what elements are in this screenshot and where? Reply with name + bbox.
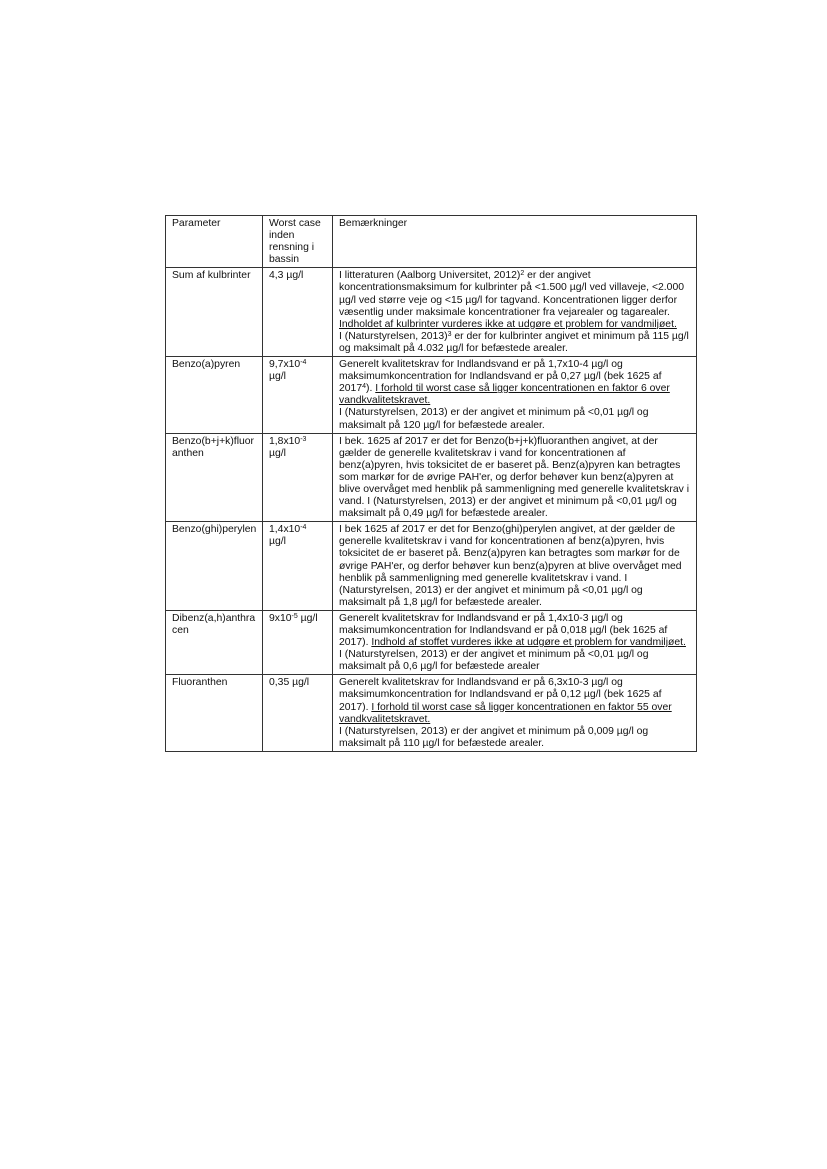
worst-value: 9x10 bbox=[269, 612, 292, 624]
remark-underlined: Indhold af stoffet vurderes ikke at udgøre et problem for vandmiljøet. bbox=[371, 637, 686, 649]
header-remarks: Bemærkninger bbox=[333, 216, 697, 268]
exponent: -5 bbox=[291, 612, 298, 620]
parameter-cell: Fluoranthen bbox=[166, 675, 263, 752]
worst-value: 1,4x10 bbox=[269, 524, 301, 536]
remark-underlined: Indholdet af kulbrinter vurderes ikke at udgøre et problem for vandmiljøet. bbox=[339, 318, 677, 330]
remarks-cell bbox=[333, 610, 697, 674]
remarks-cell bbox=[333, 675, 697, 752]
remark-text: Generelt kvalitetskrav for Indlandsvand er på 6,3x10-3 µg/l og maksimumkoncentration for Indlandsvand er på 0,12 µg/l (bek 1625 af 2017). bbox=[339, 677, 662, 713]
table-row bbox=[166, 522, 697, 611]
table-row bbox=[166, 610, 697, 674]
remarks-cell bbox=[333, 357, 697, 434]
table-row bbox=[166, 675, 697, 752]
remark-text: er der for kulbrinter angivet et minimum på 115 µg/l og maksimalt på 4.032 µg/l for befæstede arealer. bbox=[339, 330, 689, 354]
exponent: -4 bbox=[300, 524, 307, 532]
remarks-cell bbox=[333, 268, 697, 357]
footnote-ref: 3 bbox=[447, 330, 452, 338]
remarks-cell: I bek. 1625 af 2017 er det for Benzo(b+j+k)fluoranthen angivet, at der gælder de generelle kvalitetskrav i vand for koncentrationen af benz(a)pyren, hvis toksicitet de er baseret på. Benz(a)pyren kan betragtes som markør for de øvrige PAH'er, og derfor behøver kun benz(a)pyren at blive overvåget med henblik på sammenligning med generelle kvalitetskrav i vand. I (Naturstyrelsen, 2013) er der angivet et minimum på <0,01 µg/l og maksimalt på 0,49 µg/l for befæstede arealer. bbox=[333, 433, 697, 522]
footnote-ref: 4 bbox=[362, 383, 367, 391]
remark-text: I (Naturstyrelsen, 2013) er der angivet et minimum på <0,01 µg/l og maksimalt på 0,6 µg/l for befæstede arealer bbox=[339, 649, 649, 673]
worst-case-cell bbox=[263, 610, 333, 674]
worst-unit: µg/l bbox=[269, 447, 286, 459]
exponent: -3 bbox=[300, 435, 307, 443]
worst-case-cell: 4,3 µg/l bbox=[263, 268, 333, 357]
remark-text: I litteraturen (Aalborg Universitet, 2012) bbox=[339, 270, 521, 282]
parameter-cell: Benzo(b+j+k)fluoranthen bbox=[166, 433, 263, 522]
worst-case-cell bbox=[263, 522, 333, 611]
worst-case-cell bbox=[263, 433, 333, 522]
worst-value: 1,8x10 bbox=[269, 435, 301, 447]
worst-value: 9,7x10 bbox=[269, 359, 301, 371]
remark-text: ). bbox=[366, 383, 376, 395]
table-row bbox=[166, 433, 697, 522]
footnote-ref: 2 bbox=[520, 270, 525, 278]
remark-underlined: I forhold til worst case så ligger koncentrationen en faktor 55 over vandkvalitetskravet. bbox=[339, 701, 672, 725]
remarks-cell: I bek 1625 af 2017 er det for Benzo(ghi)perylen angivet, at der gælder de generelle kvalitetskrav i vand for koncentrationen af benz(a)pyren, hvis toksicitet de er baseret på. Benz(a)pyren kan betragtes som markør for de øvrige PAH'er, og derfor behøver kun benz(a)pyren at blive overvåget med henblik på sammenligning med generelle kvalitetskrav i vand. I (Naturstyrelsen, 2013) er der angivet et minimum på <0,01 µg/l og maksimalt på 1,8 µg/l for befæstede arealer. bbox=[333, 522, 697, 611]
worst-case-cell bbox=[263, 357, 333, 434]
worst-unit: µg/l bbox=[269, 536, 286, 548]
table-row bbox=[166, 357, 697, 434]
worst-unit: µg/l bbox=[269, 371, 286, 383]
parameter-cell: Benzo(ghi)perylen bbox=[166, 522, 263, 611]
worst-case-cell: 0,35 µg/l bbox=[263, 675, 333, 752]
table-header-row bbox=[166, 216, 697, 268]
table-row bbox=[166, 268, 697, 357]
header-worst-case: Worst case inden rensning i bassin bbox=[263, 216, 333, 268]
header-parameter: Parameter bbox=[166, 216, 263, 268]
remark-text: er der angivet koncentrationsmaksimum for kulbrinter på <1.500 µg/l ved villaveje, <2.000 µg/l ved større veje og <15 µg/l for tagvand. Koncentrationen ligger derfor væsentlig under maksimale koncentrationer fra vejarealer og tagarealer. bbox=[339, 270, 685, 318]
remark-text: Generelt kvalitetskrav for Indlandsvand er på 1,7x10-4 µg/l og maksimumkoncentration for Indlandsvand er på 0,27 µg/l (bek 1625 af 2017 bbox=[339, 359, 662, 395]
exponent: -4 bbox=[300, 359, 307, 367]
remark-underlined: I forhold til worst case så ligger koncentrationen en faktor 6 over vandkvalitetskravet. bbox=[339, 383, 670, 407]
worst-unit: µg/l bbox=[297, 612, 318, 624]
remark-text: Generelt kvalitetskrav for Indlandsvand er på 1,4x10-3 µg/l og maksimumkoncentration for Indlandsvand er på 0,018 µg/l (bek 1625 af 2017). bbox=[339, 612, 668, 649]
parameter-cell: Dibenz(a,h)anthracen bbox=[166, 610, 263, 674]
remark-text: I (Naturstyrelsen, 2013) bbox=[339, 330, 448, 342]
parameter-cell: Sum af kulbrinter bbox=[166, 268, 263, 357]
remark-text: I (Naturstyrelsen, 2013) er der angivet et minimum på 0,009 µg/l og maksimalt på 110 µg/l for befæstede arealer. bbox=[339, 725, 649, 749]
parameter-table bbox=[165, 215, 697, 752]
parameter-cell: Benzo(a)pyren bbox=[166, 357, 263, 434]
remark-text: I (Naturstyrelsen, 2013) er der angivet et minimum på <0,01 µg/l og maksimalt på 120 µg/l for befæstede arealer. bbox=[339, 407, 649, 431]
